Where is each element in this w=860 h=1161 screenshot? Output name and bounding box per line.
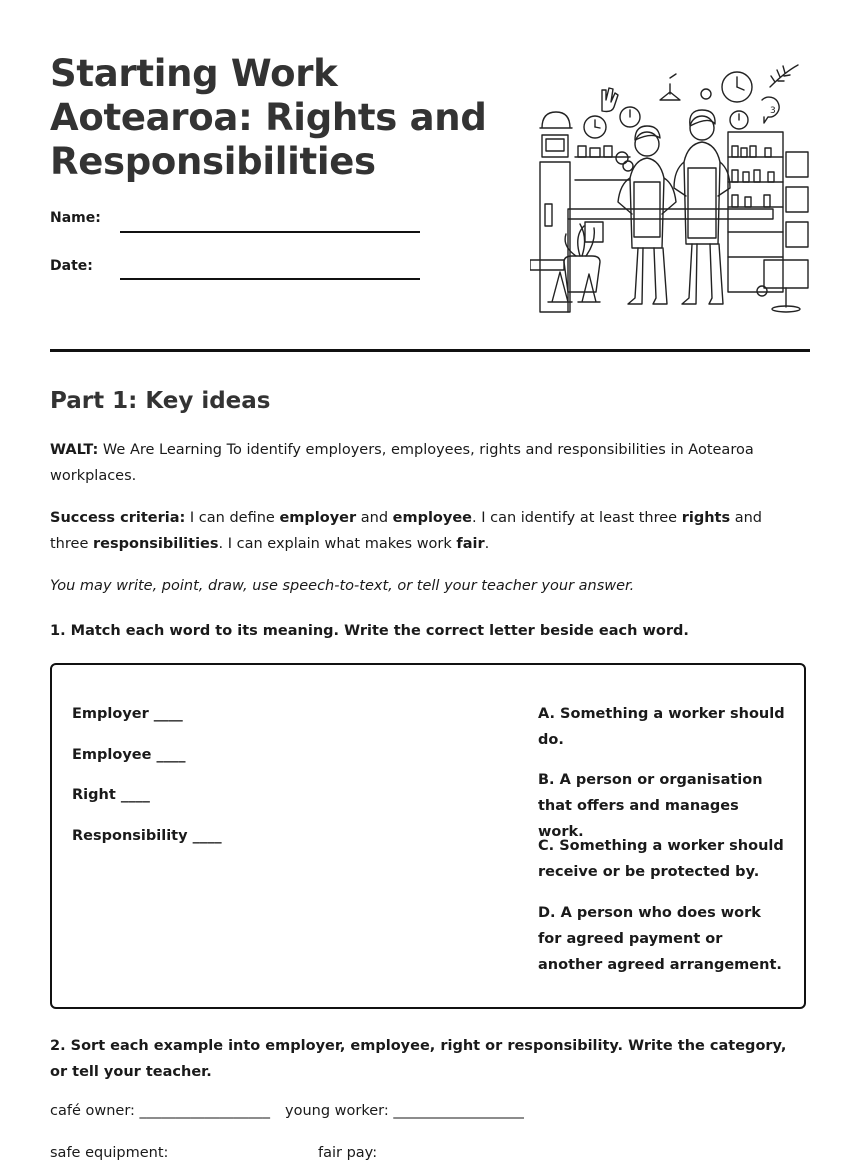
sc-text: and three	[50, 510, 762, 552]
walt-text: We Are Learning To identify employers, employees, rights and responsibilities in Aotearoa workplaces.	[50, 442, 754, 484]
sc-keyword-employer: employer	[279, 510, 357, 526]
term-employee[interactable]: Employee ____	[72, 747, 186, 763]
sort-item-safe-equipment[interactable]: safe equipment:	[50, 1145, 169, 1161]
matching-box	[50, 663, 806, 1009]
svg-text:3: 3	[770, 106, 776, 116]
sort-item-fair-pay[interactable]: fair pay:	[318, 1145, 378, 1161]
question-1-prompt: 1. Match each word to its meaning. Write the correct letter beside each word.	[50, 623, 689, 639]
date-label: Date:	[50, 258, 93, 274]
name-field[interactable]	[120, 231, 420, 233]
sc-text: and	[356, 510, 393, 526]
term-right[interactable]: Right ____	[72, 787, 150, 803]
accessibility-note: You may write, point, draw, use speech-to-text, or tell your teacher your answer.	[50, 578, 635, 594]
sc-text: . I can explain what makes work	[218, 536, 457, 552]
term-employer[interactable]: Employer ____	[72, 706, 183, 722]
page-title: Starting Work Aotearoa: Rights and Responsibilities	[50, 52, 487, 183]
sc-text: .	[484, 536, 490, 552]
sc-keyword-responsibilities: responsibilities	[92, 536, 219, 552]
definition-b: B. A person or organisation that offers and manages work.	[538, 772, 763, 840]
part1-heading: Part 1: Key ideas	[50, 388, 271, 414]
sc-keyword-fair: fair	[456, 536, 485, 552]
walt-label: WALT:	[50, 442, 99, 458]
question-2-prompt: 2. Sort each example into employer, employee, right or responsibility. Write the category, or tell your teacher.	[50, 1038, 787, 1080]
term-responsibility[interactable]: Responsibility ____	[72, 828, 222, 844]
walt-paragraph	[50, 437, 790, 489]
sc-label: Success criteria:	[50, 510, 186, 526]
sc-keyword-rights: rights	[681, 510, 731, 526]
name-label: Name:	[50, 210, 101, 226]
section-divider	[50, 349, 810, 352]
definition-d: D. A person who does work for agreed payment or another agreed arrangement.	[538, 905, 782, 973]
definition-c: C. Something a worker should receive or be protected by.	[538, 838, 784, 880]
cafe-workers-illustration	[530, 62, 812, 317]
success-criteria-paragraph	[50, 505, 790, 557]
definition-a: A. Something a worker should do.	[538, 706, 785, 748]
sort-item-young-worker[interactable]: young worker: __________________	[285, 1103, 524, 1119]
date-field[interactable]	[120, 278, 420, 280]
sort-item-cafe-owner[interactable]: café owner: __________________	[50, 1103, 271, 1119]
sc-keyword-employee: employee	[392, 510, 473, 526]
sc-text: . I can identify at least three	[472, 510, 682, 526]
sc-text: I can define	[185, 510, 280, 526]
